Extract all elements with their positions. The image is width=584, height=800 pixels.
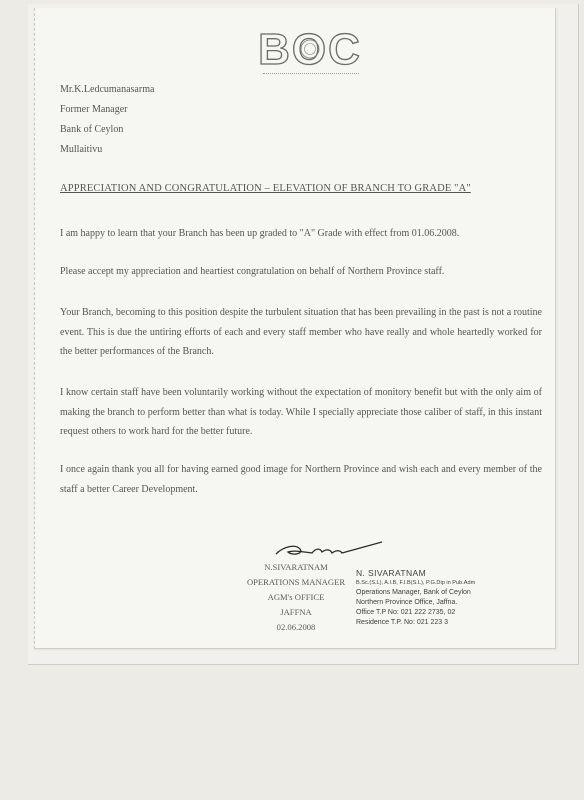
recipient-name: Mr.K.Ledcumanasarma [60,84,155,95]
paragraph-1: I am happy to learn that your Branch has been up graded to "A" Grade with effect from 01.06.2008. [60,228,460,239]
boc-logo [255,24,365,74]
recipient-location: Mullaitivu [60,144,103,155]
stamp-line-4: Residence T.P. No: 021 223 3 [356,619,448,626]
paragraph-4: I know certain staff have been voluntarily working without the expectation of monitory benefit but with the only aim of making the branch to perform better than what is today. While I specially appreciate those caliber of staff, in this instant request others to work hard for the better future. [60,387,542,437]
paragraph-3: Your Branch, becoming to this position despite the turbulent situation that has been prevailing in the past is not a routine event. This is due the untiring efforts of each and every staff member who have really and whole heartedly worked for the better performances of the Branch. [60,307,542,357]
stamp-name: N. SIVARATNAM [356,568,427,578]
logo-text: BOC [258,25,362,74]
signatory-date: 02.06.2008 [276,622,316,632]
stamp-credentials: B.Sc.(S.L), A.I.B, F.I.B(S.L), P.G.Dip in Pub.Adm [356,580,476,586]
stamp-line-2: Northern Province Office, Jaffna. [356,599,458,606]
stamp-line-1: Operations Manager, Bank of Ceylon [356,589,471,596]
recipient-title: Former Manager [60,104,128,115]
recipient-org: Bank of Ceylon [60,124,124,135]
signatory-city: JAFFNA [280,607,312,617]
letter-subject: APPRECIATION AND CONGRATULATION – ELEVATION OF BRANCH TO GRADE "A" [60,183,471,194]
signatory-name: N.SIVARATNAM [264,562,328,572]
signatory-office: AGM's OFFICE [267,592,325,602]
stamp-line-3: Office T.P No: 021 222 2735, 02 [356,609,456,616]
paragraph-2: Please accept my appreciation and heartiest congratulation on behalf of Northern Province staff. [60,266,445,277]
official-stamp [356,568,475,628]
paragraph-5: I once again thank you all for having earned good image for Northern Province and wish each and every member of the staff a better Career Development. [60,464,542,495]
signatory-position: OPERATIONS MANAGER [246,577,346,587]
logo-tagline [263,73,359,80]
signatory-block [236,560,356,635]
